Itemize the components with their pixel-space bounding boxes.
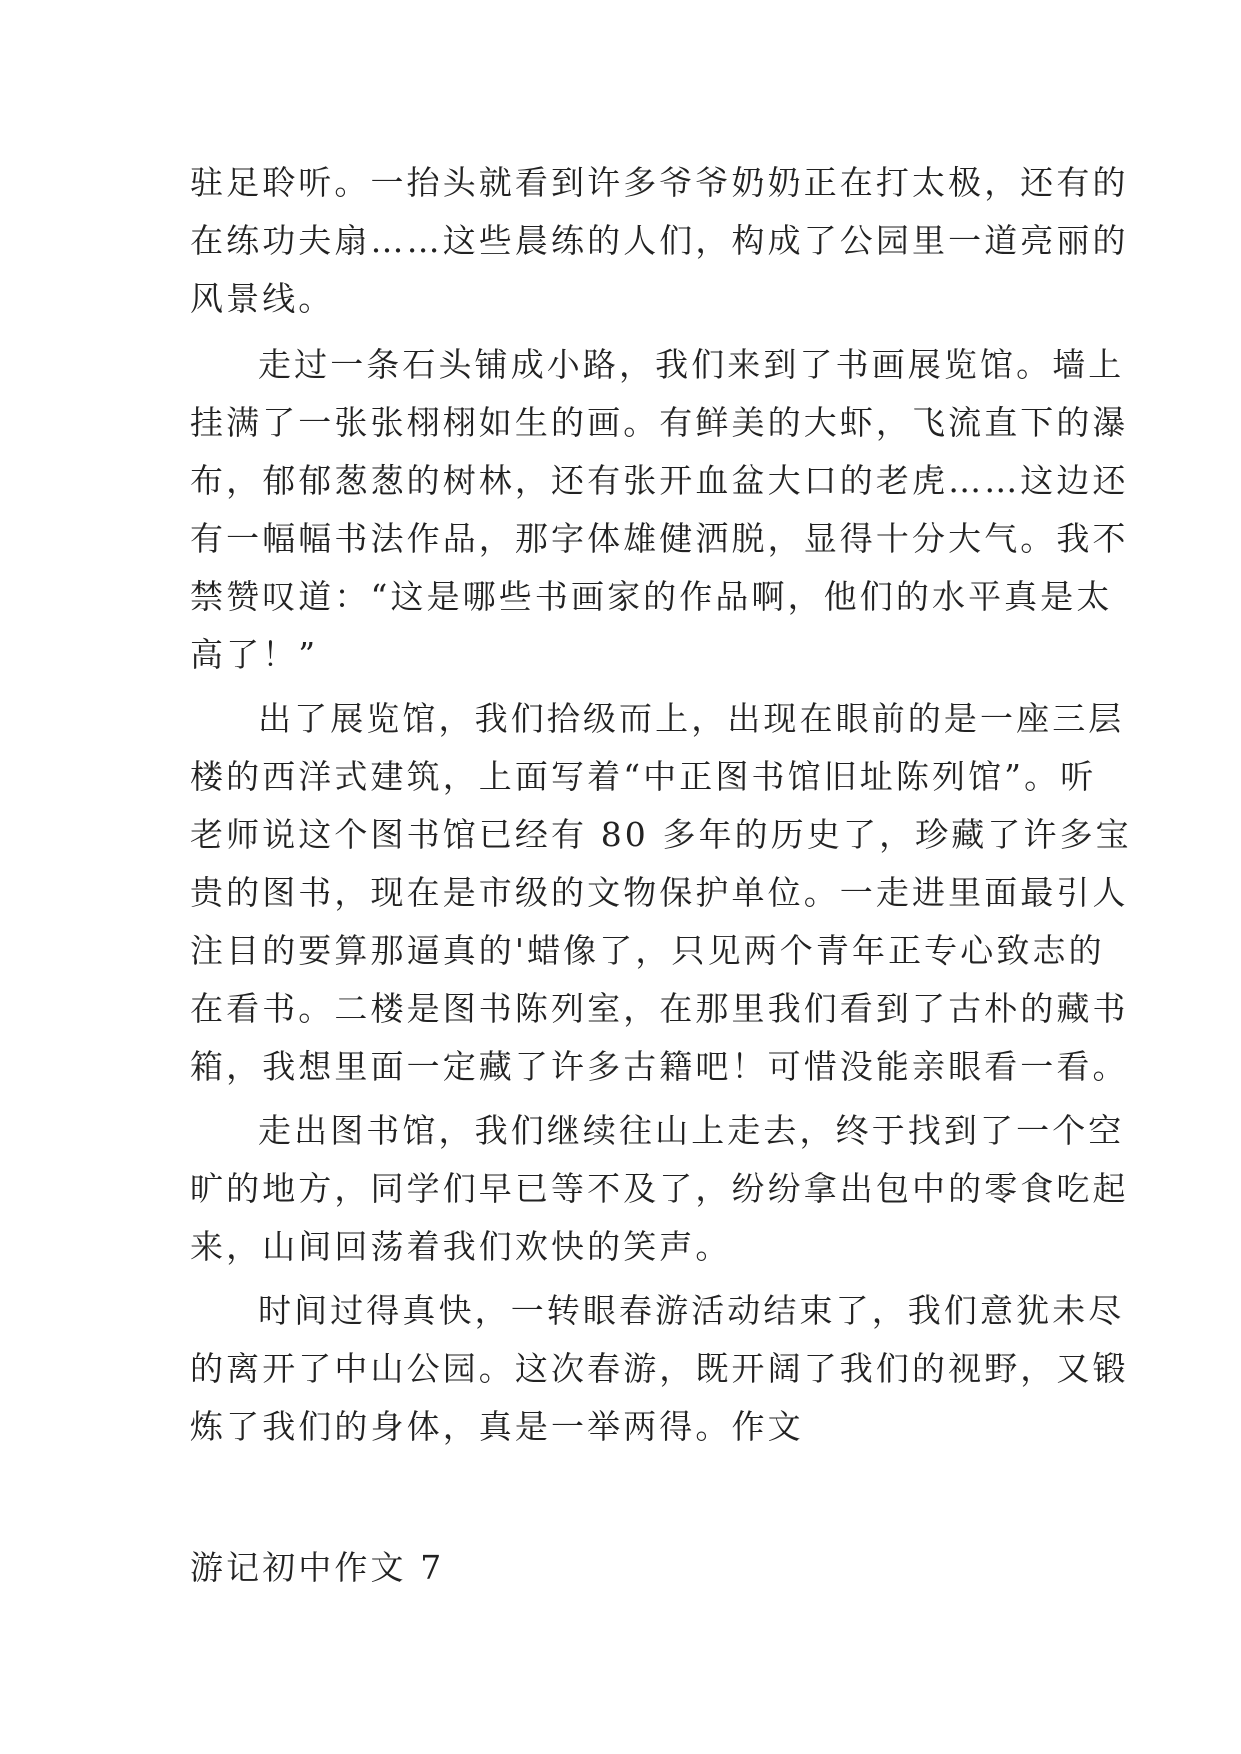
text-line: 布，郁郁葱葱的树林，还有张开血盆大口的老虎……这边还 <box>190 461 1129 500</box>
paragraph-first-line: 走出图书馆，我们继续往山上走去，终于找到了一个空 <box>258 1111 1125 1150</box>
text-line: 注目的要算那逼真的'蜡像了，只见两个青年正专心致志的 <box>190 931 1105 970</box>
paragraph-first-line: 走过一条石头铺成小路，我们来到了书画展览馆。墙上 <box>258 345 1125 384</box>
text-line: 驻足聆听。一抬头就看到许多爷爷奶奶正在打太极，还有的 <box>190 163 1129 202</box>
text-line: 挂满了一张张栩栩如生的画。有鲜美的大虾，飞流直下的瀑 <box>190 403 1129 442</box>
text-line: 旷的地方，同学们早已等不及了，纷纷拿出包中的零食吃起 <box>190 1169 1129 1208</box>
text-line: 在看书。二楼是图书陈列室，在那里我们看到了古朴的藏书 <box>190 989 1129 1028</box>
text-line: 高了！” <box>190 635 319 674</box>
text-line: 风景线。 <box>190 279 335 318</box>
text-line: 禁赞叹道：“这是哪些书画家的作品啊，他们的水平真是太 <box>190 577 1113 616</box>
text-line: 炼了我们的身体，真是一举两得。作文 <box>190 1407 804 1446</box>
paragraph-first-line: 时间过得真快，一转眼春游活动结束了，我们意犹未尽 <box>258 1291 1125 1330</box>
text-line: 的离开了中山公园。这次春游，既开阔了我们的视野，又锻 <box>190 1349 1129 1388</box>
text-line: 有一幅幅书法作品，那字体雄健洒脱，显得十分大气。我不 <box>190 519 1129 558</box>
text-line: 老师说这个图书馆已经有 80 多年的历史了，珍藏了许多宝 <box>190 815 1132 854</box>
text-line: 楼的西洋式建筑，上面写着“中正图书馆旧址陈列馆”。听 <box>190 757 1097 796</box>
text-line: 贵的图书，现在是市级的文物保护单位。一走进里面最引人 <box>190 873 1129 912</box>
section-heading: 游记初中作文 7 <box>190 1548 445 1587</box>
text-line: 来，山间回荡着我们欢快的笑声。 <box>190 1227 732 1266</box>
paragraph-first-line: 出了展览馆，我们拾级而上，出现在眼前的是一座三层 <box>258 699 1125 738</box>
text-line: 箱，我想里面一定藏了许多古籍吧！可惜没能亲眼看一看。 <box>190 1047 1129 1086</box>
text-line: 在练功夫扇……这些晨练的人们，构成了公园里一道亮丽的 <box>190 221 1129 260</box>
